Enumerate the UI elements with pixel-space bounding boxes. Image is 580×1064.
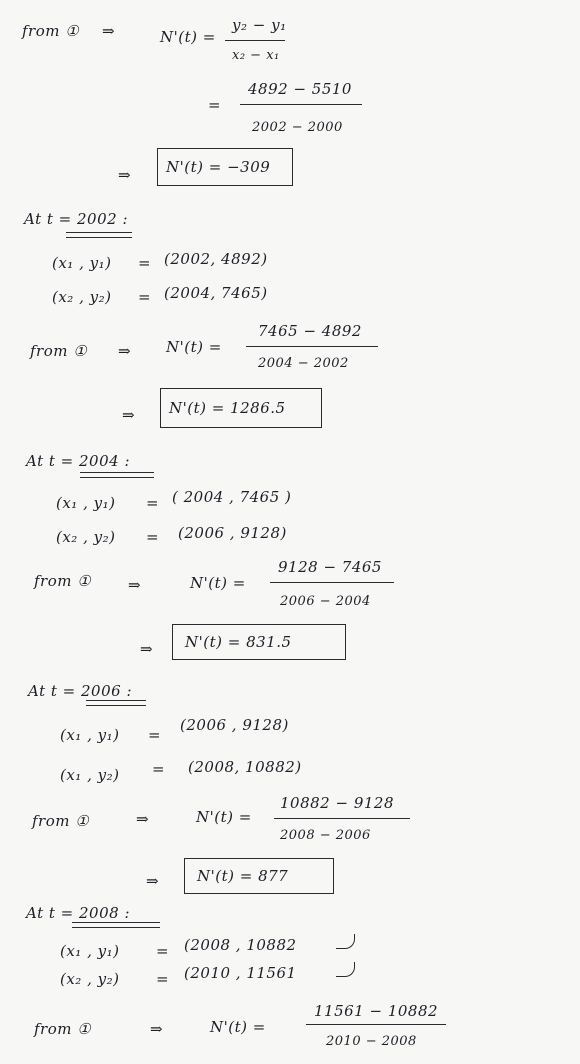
section-heading: At t = 2006 :	[28, 682, 132, 700]
formula-denominator: x₂ − x₁	[232, 48, 280, 63]
numerator: 9128 − 7465	[278, 558, 382, 576]
implies-arrow: ⇒	[146, 872, 160, 890]
heading-underline	[66, 232, 132, 238]
fraction-bar	[270, 582, 394, 583]
result-box	[157, 148, 293, 186]
implies-arrow: ⇒	[118, 166, 132, 184]
heading-underline	[86, 700, 146, 706]
result-value: N'(t) = 1286.5	[169, 399, 286, 417]
point1-label: (x₁ , y₁)	[52, 254, 112, 272]
point1-value: (2006 , 9128)	[180, 716, 289, 734]
from-eq1-label: from ①	[34, 1020, 92, 1038]
derivative-lhs: N'(t) =	[210, 1018, 266, 1036]
implies-arrow: ⇒	[122, 406, 136, 424]
point1-equals: =	[148, 726, 162, 744]
point2-value: (2006 , 9128)	[178, 524, 287, 542]
denominator: 2010 − 2008	[326, 1034, 417, 1049]
point2-equals: =	[156, 970, 170, 988]
denominator: 2006 − 2004	[280, 594, 371, 609]
fraction-bar	[240, 104, 362, 105]
point2-value: (2010 , 11561	[184, 964, 297, 982]
from-eq1-label: from ①	[30, 342, 88, 360]
point2-equals: =	[138, 288, 152, 306]
closing-paren-curl	[336, 962, 355, 977]
result-value: N'(t) = 877	[197, 867, 289, 885]
fraction-bar	[225, 40, 285, 41]
section-heading: At t = 2008 :	[26, 904, 130, 922]
numerator: 10882 − 9128	[280, 794, 394, 812]
point1-label: (x₁ , y₁)	[60, 726, 120, 744]
implies-arrow: ⇒	[118, 342, 132, 360]
point1-equals: =	[146, 494, 160, 512]
fraction-bar	[274, 818, 410, 819]
point1-label: (x₁ , y₁)	[60, 942, 120, 960]
point2-label: (x₂ , y₂)	[52, 288, 112, 306]
implies-arrow: ⇒	[136, 810, 150, 828]
point2-value: (2004, 7465)	[164, 284, 268, 302]
point1-value: (2008 , 10882	[184, 936, 297, 954]
point2-equals: =	[152, 760, 166, 778]
denominator: 2004 − 2002	[258, 356, 349, 371]
from-eq1-label: from ①	[32, 812, 90, 830]
derivative-lhs: N'(t) =	[196, 808, 252, 826]
numerator: 4892 − 5510	[248, 80, 352, 98]
result-value: N'(t) = −309	[166, 158, 271, 176]
point1-value: ( 2004 , 7465 )	[172, 488, 292, 506]
from-eq1-label: from ①	[34, 572, 92, 590]
section-heading: At t = 2004 :	[26, 452, 130, 470]
from-eq1-label: from ①	[22, 22, 80, 40]
point2-label: (x₂ , y₂)	[56, 528, 116, 546]
denominator: 2002 − 2000	[252, 120, 343, 135]
implies-arrow: ⇒	[128, 576, 142, 594]
point1-equals: =	[138, 254, 152, 272]
section-heading: At t = 2002 :	[24, 210, 128, 228]
heading-underline	[80, 472, 154, 478]
denominator: 2008 − 2006	[280, 828, 371, 843]
point2-equals: =	[146, 528, 160, 546]
heading-underline	[72, 922, 160, 928]
result-value: N'(t) = 831.5	[185, 633, 292, 651]
implies-arrow: ⇒	[102, 22, 116, 40]
point1-value: (2002, 4892)	[164, 250, 268, 268]
derivative-lhs: N'(t) =	[166, 338, 222, 356]
result-box	[172, 624, 346, 660]
implies-arrow: ⇒	[140, 640, 154, 658]
implies-arrow: ⇒	[150, 1020, 164, 1038]
derivative-lhs: N'(t) =	[190, 574, 246, 592]
numerator: 11561 − 10882	[314, 1002, 439, 1020]
closing-paren-curl	[336, 934, 355, 949]
point2-label: (x₁ , y₂)	[60, 766, 120, 784]
equals-sign: =	[208, 96, 222, 114]
point2-value: (2008, 10882)	[188, 758, 302, 776]
result-box	[184, 858, 334, 894]
point1-equals: =	[156, 942, 170, 960]
fraction-bar	[246, 346, 378, 347]
derivative-lhs: N'(t) =	[160, 28, 216, 46]
fraction-bar	[306, 1024, 446, 1025]
point1-label: (x₁ , y₁)	[56, 494, 116, 512]
point2-label: (x₂ , y₂)	[60, 970, 120, 988]
numerator: 7465 − 4892	[258, 322, 362, 340]
result-box	[160, 388, 322, 428]
formula-numerator: y₂ − y₁	[232, 16, 287, 34]
